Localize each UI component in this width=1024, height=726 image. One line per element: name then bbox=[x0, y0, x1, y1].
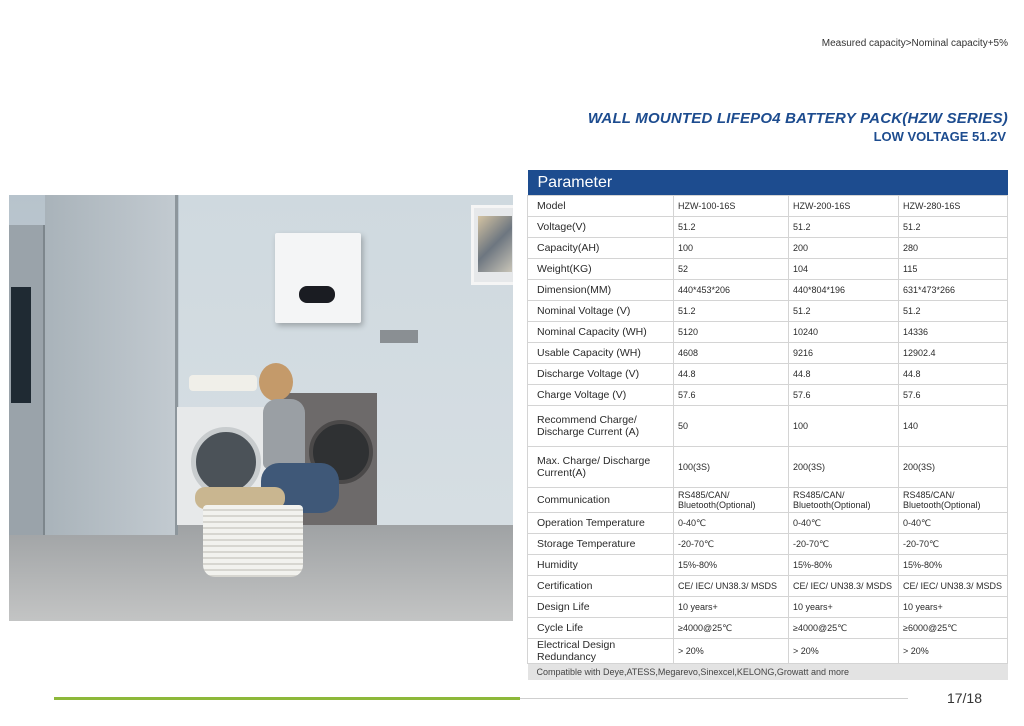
row-label: Nominal Capacity (WH) bbox=[528, 322, 674, 343]
row-value: RS485/CAN/ Bluetooth(Optional) bbox=[899, 488, 1008, 513]
row-label: Dimension(MM) bbox=[528, 280, 674, 301]
row-value: 10 years+ bbox=[899, 597, 1008, 618]
table-row bbox=[528, 343, 1008, 364]
table-row bbox=[528, 618, 1008, 639]
row-value: -20-70℃ bbox=[789, 534, 899, 555]
row-value: 51.2 bbox=[674, 301, 789, 322]
table-row bbox=[528, 217, 1008, 238]
page-title: WALL MOUNTED LIFEPO4 BATTERY PACK(HZW SERIES) bbox=[587, 110, 1008, 127]
row-label: Charge Voltage (V) bbox=[528, 385, 674, 406]
row-value: 0-40℃ bbox=[789, 513, 899, 534]
row-value: ≥4000@25℃ bbox=[789, 618, 899, 639]
row-value: 4608 bbox=[674, 343, 789, 364]
table-row bbox=[528, 488, 1008, 513]
row-label: Weight(KG) bbox=[528, 259, 674, 280]
row-label: Usable Capacity (WH) bbox=[528, 343, 674, 364]
row-value: 14336 bbox=[899, 322, 1008, 343]
row-value: 10 years+ bbox=[674, 597, 789, 618]
row-value: 631*473*266 bbox=[899, 280, 1008, 301]
photo-fridge bbox=[9, 225, 45, 535]
page-subtitle: LOW VOLTAGE 51.2V bbox=[873, 129, 1006, 144]
row-value: CE/ IEC/ UN38.3/ MSDS bbox=[899, 576, 1008, 597]
row-label: Discharge Voltage (V) bbox=[528, 364, 674, 385]
parameter-table-body bbox=[528, 196, 1008, 664]
row-value: 440*453*206 bbox=[674, 280, 789, 301]
table-row bbox=[528, 364, 1008, 385]
table-row bbox=[528, 406, 1008, 447]
row-label: Electrical Design Redundancy bbox=[528, 639, 674, 664]
row-value: > 20% bbox=[789, 639, 899, 664]
parameter-table-header: Parameter bbox=[528, 170, 1008, 196]
table-row bbox=[528, 301, 1008, 322]
row-value: 44.8 bbox=[899, 364, 1008, 385]
row-value: 10240 bbox=[789, 322, 899, 343]
row-value: 57.6 bbox=[899, 385, 1008, 406]
table-row bbox=[528, 259, 1008, 280]
photo-cabinet bbox=[45, 195, 178, 535]
row-value: 100 bbox=[674, 238, 789, 259]
row-value: 15%-80% bbox=[789, 555, 899, 576]
row-value: > 20% bbox=[899, 639, 1008, 664]
table-row bbox=[528, 639, 1008, 664]
row-value: 104 bbox=[789, 259, 899, 280]
parameter-table bbox=[527, 170, 1008, 680]
row-value: CE/ IEC/ UN38.3/ MSDS bbox=[789, 576, 899, 597]
row-value: 100 bbox=[789, 406, 899, 447]
row-value: 115 bbox=[899, 259, 1008, 280]
row-value: 5120 bbox=[674, 322, 789, 343]
capacity-note: Measured capacity>Nominal capacity+5% bbox=[821, 38, 1008, 49]
row-value: 51.2 bbox=[789, 301, 899, 322]
wall-battery-unit bbox=[275, 233, 361, 323]
fridge-screen bbox=[11, 287, 31, 403]
laundry-room-photo bbox=[9, 195, 513, 621]
row-label: Max. Charge/ Discharge Current(A) bbox=[528, 447, 674, 488]
row-label: Recommend Charge/ Discharge Current (A) bbox=[528, 406, 674, 447]
row-value: 52 bbox=[674, 259, 789, 280]
row-label: Storage Temperature bbox=[528, 534, 674, 555]
row-value: 44.8 bbox=[789, 364, 899, 385]
row-label: Cycle Life bbox=[528, 618, 674, 639]
row-value: 51.2 bbox=[789, 217, 899, 238]
row-label: Capacity(AH) bbox=[528, 238, 674, 259]
row-value: HZW-100-16S bbox=[674, 196, 789, 217]
row-value: CE/ IEC/ UN38.3/ MSDS bbox=[674, 576, 789, 597]
row-label: Certification bbox=[528, 576, 674, 597]
table-row bbox=[528, 534, 1008, 555]
battery-display bbox=[299, 286, 335, 303]
row-value: 57.6 bbox=[674, 385, 789, 406]
table-row bbox=[528, 576, 1008, 597]
row-label: Model bbox=[528, 196, 674, 217]
person-head bbox=[259, 363, 293, 401]
person-torso bbox=[263, 399, 305, 469]
row-value: 9216 bbox=[789, 343, 899, 364]
row-value: RS485/CAN/ Bluetooth(Optional) bbox=[789, 488, 899, 513]
row-value: 10 years+ bbox=[789, 597, 899, 618]
footer-progress-accent bbox=[54, 697, 520, 700]
table-row bbox=[528, 238, 1008, 259]
row-value: 50 bbox=[674, 406, 789, 447]
table-row bbox=[528, 597, 1008, 618]
row-value: 0-40℃ bbox=[674, 513, 789, 534]
row-value: ≥6000@25℃ bbox=[899, 618, 1008, 639]
row-label: Operation Temperature bbox=[528, 513, 674, 534]
row-value: -20-70℃ bbox=[899, 534, 1008, 555]
row-value: 51.2 bbox=[674, 217, 789, 238]
row-value: HZW-200-16S bbox=[789, 196, 899, 217]
row-value: 100(3S) bbox=[674, 447, 789, 488]
row-value: 200(3S) bbox=[789, 447, 899, 488]
table-row bbox=[528, 280, 1008, 301]
row-label: Design Life bbox=[528, 597, 674, 618]
row-value: 57.6 bbox=[789, 385, 899, 406]
row-value: HZW-280-16S bbox=[899, 196, 1008, 217]
wall-art-canvas bbox=[478, 216, 512, 272]
row-label: Humidity bbox=[528, 555, 674, 576]
photo-wall-art bbox=[471, 205, 513, 285]
table-row bbox=[528, 513, 1008, 534]
row-value: 15%-80% bbox=[899, 555, 1008, 576]
row-value: 280 bbox=[899, 238, 1008, 259]
row-value: 0-40℃ bbox=[899, 513, 1008, 534]
row-value: 440*804*196 bbox=[789, 280, 899, 301]
row-label: Nominal Voltage (V) bbox=[528, 301, 674, 322]
page-number: 17/18 bbox=[946, 690, 982, 706]
table-row bbox=[528, 196, 1008, 217]
row-value: 140 bbox=[899, 406, 1008, 447]
row-value: 12902.4 bbox=[899, 343, 1008, 364]
table-row bbox=[528, 385, 1008, 406]
row-value: 51.2 bbox=[899, 301, 1008, 322]
row-value: ≥4000@25℃ bbox=[674, 618, 789, 639]
compatibility-note: Compatible with Deye,ATESS,Megarevo,Sinexcel,KELONG,Growatt and more bbox=[528, 664, 1008, 681]
laundry-basket bbox=[203, 505, 303, 577]
table-row bbox=[528, 555, 1008, 576]
row-label: Communication bbox=[528, 488, 674, 513]
row-value: 15%-80% bbox=[674, 555, 789, 576]
table-row bbox=[528, 322, 1008, 343]
row-value: 51.2 bbox=[899, 217, 1008, 238]
wall-switch bbox=[380, 330, 418, 343]
row-value: 44.8 bbox=[674, 364, 789, 385]
row-value: 200 bbox=[789, 238, 899, 259]
row-value: RS485/CAN/ Bluetooth(Optional) bbox=[674, 488, 789, 513]
row-label: Voltage(V) bbox=[528, 217, 674, 238]
table-row bbox=[528, 447, 1008, 488]
row-value: -20-70℃ bbox=[674, 534, 789, 555]
row-value: > 20% bbox=[674, 639, 789, 664]
row-value: 200(3S) bbox=[899, 447, 1008, 488]
